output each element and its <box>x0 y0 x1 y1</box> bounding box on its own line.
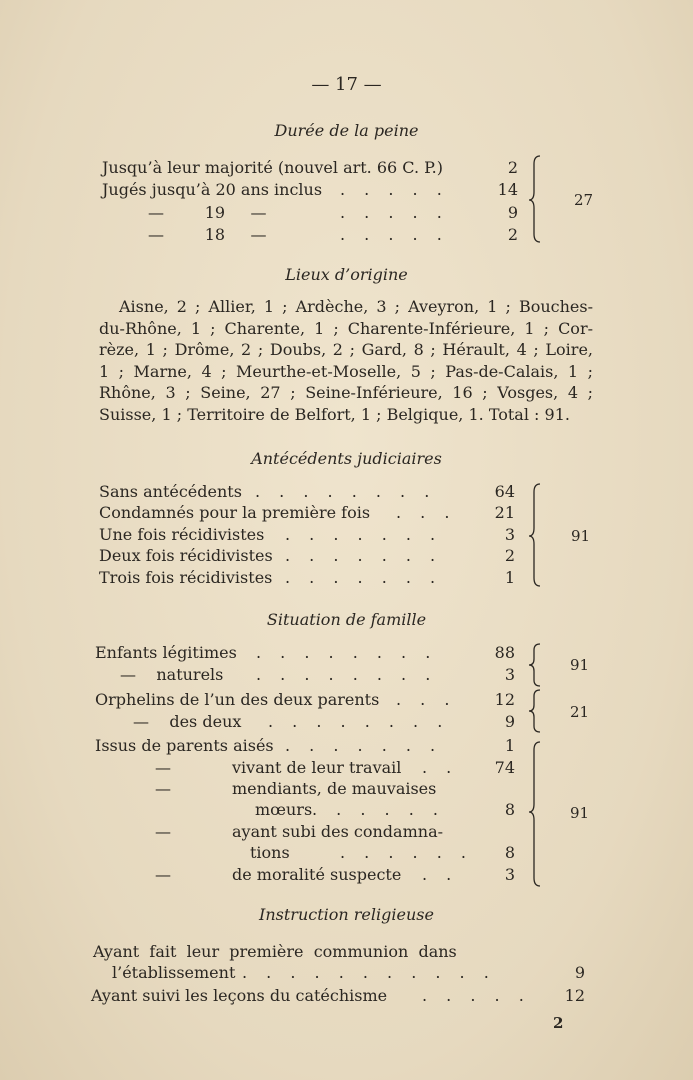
table-row <box>0 503 693 525</box>
table-row <box>0 482 693 504</box>
section-title-famille: Situation de famille <box>266 610 427 629</box>
section-title-instruction: Instruction religieuse <box>259 905 434 924</box>
leader-dots: . . . . . . . <box>285 546 443 565</box>
paragraph-line: du-Rhône, 1 ; Charente, 1 ; Charente-Inférieure, 1 ; Cor- <box>99 318 593 338</box>
row-value: 8 <box>504 800 515 819</box>
leader-dots: . . <box>422 758 459 777</box>
row-value: 9 <box>507 203 518 222</box>
row-label: de moralité suspecte <box>232 865 402 884</box>
row-value: 3 <box>504 665 515 684</box>
row-value: 64 <box>494 482 515 501</box>
section-title-lieux: Lieux d’origine <box>285 265 408 284</box>
table-row <box>0 942 693 964</box>
row-label: Issus de parents aisés <box>95 736 274 755</box>
row-label: Jugés jusqu’à 20 ans inclus <box>102 180 323 199</box>
leader-dots: . . . . . . . <box>285 736 443 755</box>
row-label: Sans antécédents <box>99 482 242 501</box>
origins-paragraph <box>99 296 593 425</box>
leader-dots: . . . <box>396 690 457 709</box>
row-label: Jusqu’à leur majorité (nouvel art. 66 C. P.) <box>102 158 443 177</box>
row-value: 3 <box>504 865 515 884</box>
row-value: 1 <box>504 568 515 587</box>
table-row <box>0 546 693 568</box>
leader-dots: . . . . . . <box>340 843 473 862</box>
brace <box>528 688 548 734</box>
dash: — <box>155 865 171 884</box>
row-label: — naturels <box>120 665 224 684</box>
section-title-duree: Durée de la peine <box>274 121 419 140</box>
row-label: Ayant suivi les leçons du catéchisme <box>91 986 388 1005</box>
leader-dots: . . . . . . <box>312 800 445 819</box>
row-label: — 19 — <box>148 203 267 222</box>
row-label: Trois fois récidivistes <box>99 568 273 587</box>
row-label: vivant de leur travail <box>232 758 402 777</box>
leader-dots: . . . . . <box>340 180 449 199</box>
row-value: 12 <box>564 986 585 1005</box>
page-number: — 17 — <box>311 74 382 95</box>
row-label: Ayant fait leur première communion dans <box>93 942 457 961</box>
row-label: Deux fois récidivistes <box>99 546 273 565</box>
table-row <box>0 779 693 801</box>
table-row <box>0 758 693 780</box>
paragraph-line: Rhône, 3 ; Seine, 27 ; Seine-Inférieure, 16 ; Vosges, 4 ; <box>99 383 593 402</box>
row-label: — des deux <box>133 712 242 731</box>
leader-dots: . . . . . <box>340 203 449 222</box>
leader-dots: . . . . . . . <box>285 525 443 544</box>
leader-dots: . . . . . . . . <box>256 665 438 684</box>
row-value: 12 <box>494 690 515 709</box>
table-row <box>0 736 693 758</box>
table-row <box>0 986 693 1008</box>
row-label: Une fois récidivistes <box>99 525 265 544</box>
row-value: 21 <box>494 503 515 522</box>
row-value: 8 <box>504 843 515 862</box>
table-row <box>0 568 693 590</box>
row-label: — 18 — <box>148 225 267 244</box>
dash: — <box>155 822 171 841</box>
row-label: tions <box>250 843 290 862</box>
leader-dots: . . . . . . . <box>285 568 443 587</box>
row-value: 2 <box>507 225 518 244</box>
table-row <box>0 822 693 844</box>
total-value: 21 <box>570 703 590 721</box>
row-label: Orphelins de l’un des deux parents <box>95 690 380 709</box>
row-label: mœurs <box>255 800 313 819</box>
leader-dots: . . . . . . . . . . . <box>242 963 496 982</box>
paragraph-line: Suisse, 1 ; Territoire de Belfort, 1 ; Belgique, 1. Total : 91. <box>99 404 570 424</box>
leader-dots: . . . . . . . . <box>256 643 438 662</box>
row-value: 14 <box>497 180 518 199</box>
row-value: 88 <box>494 643 515 662</box>
signature-mark: 2 <box>553 1014 564 1032</box>
brace <box>528 642 548 688</box>
row-label: mendiants, de mauvaises <box>232 779 437 798</box>
dash: — <box>155 779 171 798</box>
row-label: ayant subi des condamna- <box>232 822 444 841</box>
table-row <box>0 843 693 865</box>
row-value: 3 <box>504 525 515 544</box>
total-value: 27 <box>574 191 594 209</box>
dash: — <box>155 758 171 777</box>
leader-dots: . . . <box>396 503 457 522</box>
row-value: 2 <box>507 158 518 177</box>
leader-dots: . . <box>422 865 459 884</box>
brace <box>528 154 548 244</box>
paragraph-line: Aisne, 2 ; Allier, 1 ; Ardèche, 3 ; Aveyron, 1 ; Bouches- <box>119 297 593 316</box>
row-value: 74 <box>494 758 515 777</box>
brace <box>528 740 548 888</box>
paragraph-line: rèze, 1 ; Drôme, 2 ; Doubs, 2 ; Gard, 8 ; Hérault, 4 ; Loire, <box>99 340 593 359</box>
total-value: 91 <box>570 656 590 674</box>
paragraph-line: 1 ; Marne, 4 ; Meurthe-et-Moselle, 5 ; Pas-de-Calais, 1 ; <box>99 361 593 381</box>
total-value: 91 <box>570 804 590 822</box>
section-title-antecedents: Antécédents judiciaires <box>251 449 442 468</box>
row-label: l’établissement <box>112 963 236 982</box>
table-row <box>0 225 693 247</box>
table-row <box>0 158 693 180</box>
leader-dots: . . . . . . . . <box>255 482 437 501</box>
row-value: 9 <box>574 963 585 982</box>
table-row <box>0 865 693 887</box>
row-label: Condamnés pour la première fois <box>99 503 371 522</box>
leader-dots: . . . . . <box>422 986 531 1005</box>
leader-dots: . . . . . . . . <box>268 712 450 731</box>
row-value: 1 <box>504 736 515 755</box>
row-label: Enfants légitimes <box>95 643 237 662</box>
row-value: 2 <box>504 546 515 565</box>
brace <box>528 482 548 588</box>
table-row <box>0 963 693 985</box>
total-value: 91 <box>571 527 591 545</box>
row-value: 9 <box>504 712 515 731</box>
leader-dots: . . . . . <box>340 225 449 244</box>
